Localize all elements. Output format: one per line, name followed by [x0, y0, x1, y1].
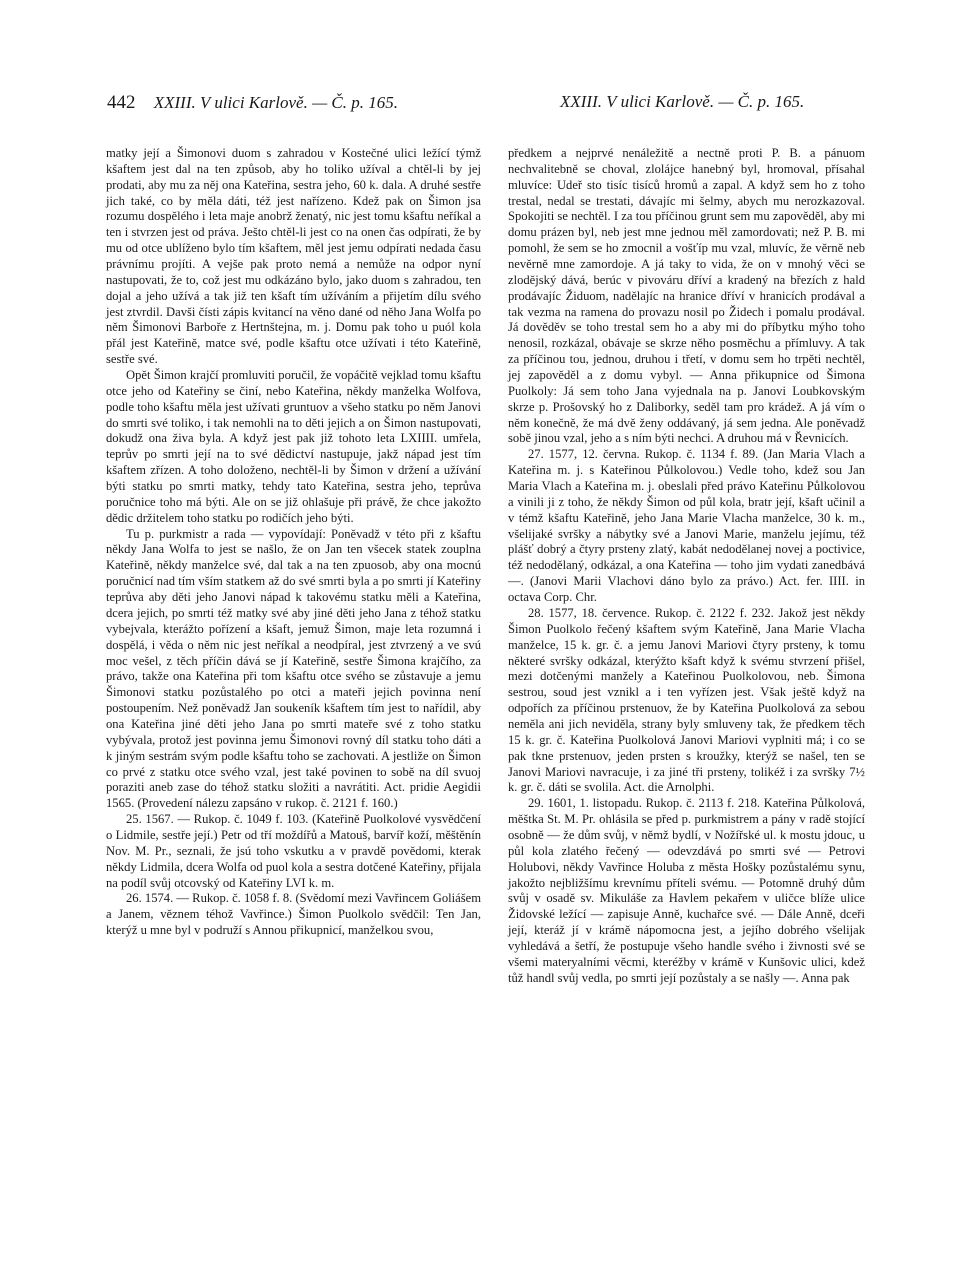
- running-title-left: XXIII. V ulici Karlově. — Č. p. 165.: [153, 93, 399, 112]
- paragraph: 26. 1574. — Rukop. č. 1058 f. 8. (Svědomí mezi Vavřincem Goliášem a Janem, věznem téhož Vavřince.) Šimon Puolkolo svědčil: Ten Jan, kterýž u mne byl v podruží s Annou přikupnicí, manželkou svou,: [106, 891, 481, 938]
- page-number: 442: [107, 92, 136, 113]
- paragraph: Opět Šimon krajčí promluviti poručil, že vopáčitě vejklad tomu kšaftu otce jeho od Kateřiny se činí, nebo Kateřina, někdy manželka Wolfova, podle toho kšaftu měla jest užívati gruntuov a všeho statku po něm Janovi do smrti své toliko, i tak nemohli na to děti jejich a on Šimon nastupovati, dokudž ona živa byla. A když jest pak již tohoto leta LXIIII. umřela, teprův po smrti její na to své dědictví nastupuje, jakž nápad jest tím kšaftem zřízen. A toho doloženo, nechtěl-li by Šimon v držení a užívání býti statku po smrti matky, tehdy tato Kateřina, sestra jeho, teprůva poručnice toho má býti. Ale on se již ohlašuje při právě, že chce jakožto dědic držitelem toho statku po rodičích jeho býti.: [106, 368, 481, 525]
- page-header-right: [560, 92, 804, 112]
- text-column-left: [106, 146, 481, 939]
- paragraph: 28. 1577, 18. července. Rukop. č. 2122 f. 232. Jakož jest někdy Šimon Puolkolo řečený kšaftem svým Kateřině, Jana Marie Vlacha manželce, 15 k. gr. č. a jemu Janovi Mariovi čtyry prsteny, k tomu některé svršky odkázal, kterýžto kšaft když k svému stvrzení přišel, mezi dotčenými manžely a Kateřinou Puolkolovou, neb. Šimona sestrou, soud jest vznikl a i ten vyřízen jest. Však ještě když na odpořích za příčinou prstenuov, že by Kateřina Puolkolová za sebou neměla ani jich neviděla, strany byly smluveny tak, že předkem těch 15 k. gr. č. Kateřina Puolkolová Janovi Mariovi vyplniti má; i co se pak tkne prstenuov, jeden prsten s kroužky, kterýž se našel, ten se Janovi Mariovi navracuje, i za jiné tři prsteny, tolikéž i za svršky 7½ k. gr. č. dáti se svolila. Act. die Arnolphi.: [508, 605, 865, 795]
- paragraph: 25. 1567. — Rukop. č. 1049 f. 103. (Kateřině Puolkolové vysvědčení o Lidmile, sestře její.) Petr od tří moždířů a Matouš, barvíř koží, měštěnín Nov. M. Pr., seznali, že jsú toho vskutku a v pravdě povědomi, kterak někdy Lidmila, dcera Wolfa od puol kola a sestra dotčené Kateřiny, přijala na podíl svůj otcovský od Kateřiny LVI k. m.: [106, 812, 481, 890]
- paragraph: 29. 1601, 1. listopadu. Rukop. č. 2113 f. 218. Kateřina Půlkolová, měštka St. M. Pr. ohlásila se před p. purkmistrem a pány v radě stojící osobně — že dům svůj, v němž bydlí, v Nožířské ul. k mostu jdouc, u půl kola zlatého řečený — odevzdává po smrti své — Petrovi Holubovi, někdy Vavřince Holuba z města Hošky pozůstalému synu, jakožto nejbližšímu krevnímu příteli svému. — Potomně druhý dům svůj v osadě sv. Mikuláše za Havlem pekařem v uličce blíže ulice Židovské ležící — zapisuje Anně, kuchařce své. — Dále Anně, dceři její, kteráž jí v krámě nápomocna jest, a jejího dobrého všelijak vyhledává a šetří, že postupuje všeho handle svého i živnosti své se všemi materyalními věcmi, kteréžby v krámě v Kunšovic ulici, kdež tůž handl svůj vedla, po smrti její pozůstaly a se našly —. Anna pak: [508, 796, 865, 985]
- paragraph: 27. 1577, 12. června. Rukop. č. 1134 f. 89. (Jan Maria Vlach a Kateřina m. j. s Kateřinou Půlkolovou.) Vedle toho, kdež sou Jan Maria Vlach a Kateřina m. j. obeslali před právo Kateřinu Půlkolovou a vinili ji z toho, že někdy Šimon od půl kola, bratr její, kšaft učinil a v témž kšaftu Kateřině, jeho Jana Marie Vlacha manželce, 30 k. m., všelijaké svršky a nábytky své a Janovi Marie, manželu jejímu, též plášť dobrý a čtyry prsteny zlatý, kabát nedodělanej novej a poctivice, též nedodělaný, odkázal, a ona Kateřina — toho jim vydati zanedbává —. (Janovi Marii Vlachovi dáno bylo za právo.) Act. fer. IIII. in octava Corp. Chr.: [508, 447, 865, 605]
- running-title-right: XXIII. V ulici Karlově. — Č. p. 165.: [560, 92, 805, 111]
- paragraph: předkem a nejprvé nenáležitě a nectně proti P. B. a pánuom nechvalitebně se choval, zlolájce hanebný byl, hromoval, přísahal mluvíce: Udeř sto tisíc tisíců hromů a zapal. A když sem ho z toho trestal, nedal se trestati, dávajíc mi šelmy, abych mu nerozkazoval. Spokojiti se nechtěl. I za tou příčinou grunt sem mu zapověděl, aby mi domu prázen byl, neb jest mne jednou měl zamordovati; než P. B. mi pomohl, že sem se ho zmocnil a vošťíp mu vzal, mluvíc, že věrně neb nevěrně mne zamordoje. A já taky to vida, že on v mnohý věci se zlodějský dává, berúc v pivováru dříví a kradený na březích z hald prodávajíc Židuom, nadělajíc na hranice dříví v hranicích prodával a tak vezma na ramena do provazu nosil po Židech i pomalu prodával. Já dověděv se toho trestal sem ho a aby mi do příbytku mýho toho nenosil, rozkázal, obávaje se skrze něho posměchu a přímluvy. A tak za příčinou tou, jednou, druhou i třetí, v domu sem ho trpěti nechtěl, jej zapověděl a z domu vybyl. — Anna přikupnice od Šimona Puolkoly: Já sem toho Jana vyjednala na p. Janovi Loubkovským skrze p. Prošovský ho z Daliborky, seděl tam pro krádež. A já vím o něm konečně, že má dvě ženy oddávaný, já sem jedna. Ale poněvadž sobě jinou vzal, jeho a s ním býti nechci. A druhou má v Řevnicích.: [508, 146, 865, 446]
- page-header-left: [107, 92, 398, 114]
- text-column-right: [508, 146, 865, 987]
- paragraph: Tu p. purkmistr a rada — vypovídají: Poněvadž v této při z kšaftu někdy Jana Wolfa to jest se našlo, že on Jan ten všecek statek zouplna Kateřině, někdy manželce své, dal tak a na ten zpuosob, aby ona mocnú poručnicí nad tím vším statkem až do své smrti byla a po smrti jí Kateřiny teprůva aby děti jeho Janovi nápad k takovému statku měli a Kateřina, dcera jejich, po smrti též matky své aby jiné děti jeho Jana z téhož statku vybejvala, kterážto pořízení a kšaft, jemuž Šimon, maje leta rozumná i dospělá, i věda o něm nic jest neříkal a neodpíral, jest ztvrzený a ve svú moc vešel, z těch příčin dává se jí Kateřině, sestře Šimona krajčího, za právo, takže ona Kateřina při tom kšaftu otce svého se zůstavuje a jemu Šimonovi statku pozůstalého po otci a mateři jejich povinna není postoupením. Než poněvadž Jan soukeník kšaftem tím jest to nařídil, aby ona Kateřina jiné děti jeho Jana po smrti mateře své z toho statku vybývala, protož jest povinna jemu Šimonovi rovný díl statku toho dáti a k jiným sestrám svým podle kšaftu toho se zachovati. A jestliže on Šimon co prvé z statku otce svého vzal, jest také povinen to sobě na díl svuoj poraziti aneb zase do téhož statku složiti a navrátiti. Act. pridie Aegidii 1565. (Provedení nálezu zapsáno v rukop. č. 2121 f. 160.): [106, 526, 481, 811]
- paragraph: matky její a Šimonovi duom s zahradou v Kostečné ulici ležící týmž kšaftem jest dal na ten způsob, aby ho toliko užíval a chtěl-li by jej prodati, aby mu za něj ona Kateřina, sestra jeho, 60 k. dala. A druhé sestře jich také, co by měla dáti, též jest nařízeno. Kdež pak on Šimon jsa rozumu dospělého i leta maje anobrž ženatý, nic jest tomu kšaftu neříkal a ten i stvrzen jest od práva. Ješto chtěl-li jest co na onen čas odpírati, že by mu od otce ublíženo bylo tím kšaftem, měl jest jemu odpírati nedada času právnímu projíti. A vejše pak proto nemá a nemůže na odpor nyní nastupovati, že to, což jest mu odkázáno bylo, jako duom s zahradou, ten dojal a jeho užívá a tak již ten kšaft tím užíváním a přijetím dílu svého jest ztvrdil. Davši čísti zápis kvitancí na věno dané od něho Jana Wolfa po něm Šimonovi Barboře z Hertnštejna, m. j. Domu pak toho u puól kola přál jest Kateřině, matce své, podle kšaftu otce užívati i této Kateřině, sestře své.: [106, 146, 481, 367]
